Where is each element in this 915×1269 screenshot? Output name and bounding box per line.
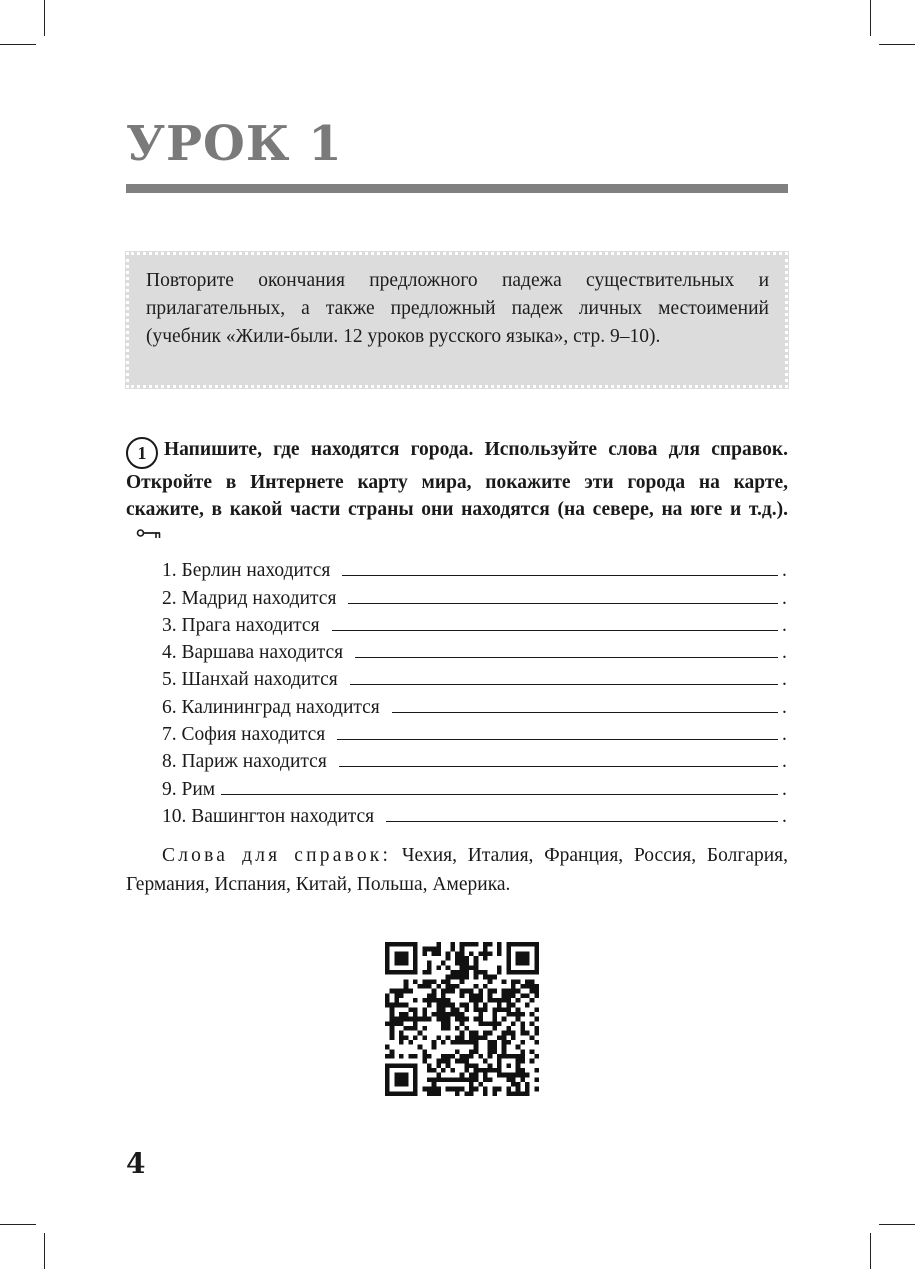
answer-line-5: 5. Шанхай находится . — [162, 669, 787, 691]
answer-line-10: 10. Вашингтон находится . — [162, 805, 787, 827]
crop-mark-top-left — [44, 0, 45, 36]
key-icon — [136, 523, 162, 550]
answer-line-3: 3. Прага находится . — [162, 614, 787, 636]
crop-mark-bottom-left — [44, 1233, 45, 1269]
crop-mark-top-right — [870, 0, 871, 36]
review-note-text: Повторите окончания предложного падежа существительных и прилагательных, а также предложный падеж личных местоимений (учебник «Жили-были. 12 уроков русского языка», стр. 9–10). — [146, 270, 769, 347]
answer-line-4: 4. Варшава находится . — [162, 642, 787, 664]
answer-label-1: 1. Берлин находится — [162, 560, 331, 582]
vocabulary-words: Чехия, Италия, Франция, Россия, Болгария, Германия, Испания, Китай, Польша, Америка. — [126, 845, 789, 895]
lesson-title: УРОК 1 — [126, 116, 343, 172]
crop-mark-top-right-h — [879, 44, 915, 45]
answer-blank-7[interactable] — [337, 739, 778, 740]
crop-mark-bottom-right-h — [879, 1224, 915, 1225]
answer-blank-2[interactable] — [348, 603, 778, 604]
answer-blank-9[interactable] — [221, 794, 778, 795]
page-number: 4 — [126, 1147, 146, 1180]
answer-label-2: 2. Мадрид находится — [162, 587, 337, 609]
answer-label-8: 8. Париж находится — [162, 751, 327, 773]
task-instruction: Напишите, где находятся города. Используйте слова для справок. Откройте в Интернете карту мира, покажите эти города на карте, скажите, в какой части страны они находятся (на севере, на юге и т.д.). — [126, 439, 788, 520]
answer-line-1: 1. Берлин находится . — [162, 560, 787, 582]
answer-label-10: 10. Вашингтон находится — [162, 805, 375, 827]
crop-mark-bottom-left-h — [0, 1224, 36, 1225]
answer-blank-4[interactable] — [355, 657, 778, 658]
review-note-box — [126, 252, 788, 388]
answer-label-6: 6. Калининград находится — [162, 696, 380, 718]
task-number-badge: 1 — [126, 437, 158, 469]
crop-mark-bottom-right — [870, 1233, 871, 1269]
answer-blank-5[interactable] — [350, 684, 778, 685]
vocabulary-label: Слова для справок: — [162, 845, 392, 866]
answer-label-7: 7. София находится — [162, 724, 326, 746]
vocabulary-hint — [126, 841, 788, 899]
answer-blank-8[interactable] — [339, 766, 778, 767]
answer-line-2: 2. Мадрид находится . — [162, 587, 787, 609]
answer-blank-3[interactable] — [332, 630, 778, 631]
answer-blank-10[interactable] — [386, 821, 778, 822]
qr-code[interactable] — [385, 942, 539, 1096]
answer-label-3: 3. Прага находится — [162, 614, 320, 636]
crop-mark-top-left-h — [0, 44, 36, 45]
answer-line-7: 7. София находится . — [162, 724, 787, 746]
answer-label-4: 4. Варшава находится — [162, 642, 344, 664]
answer-line-9: 9. Рим . — [162, 778, 787, 800]
answer-list — [162, 555, 788, 828]
task-1 — [126, 436, 788, 552]
answer-blank-6[interactable] — [392, 712, 778, 713]
answer-line-6: 6. Калининград находится . — [162, 696, 787, 718]
answer-line-8: 8. Париж находится . — [162, 751, 787, 773]
answer-label-9: 9. Рим — [162, 778, 216, 800]
answer-label-5: 5. Шанхай находится — [162, 669, 338, 691]
answer-blank-1[interactable] — [342, 575, 778, 576]
title-rule — [126, 184, 788, 193]
